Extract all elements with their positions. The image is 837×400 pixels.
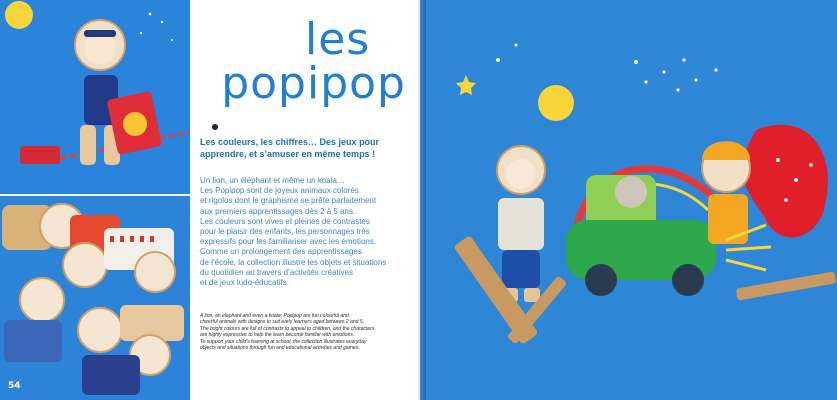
title-line-2: popipop xyxy=(221,58,406,109)
body-text-french xyxy=(200,176,390,288)
right-photo-page xyxy=(426,0,837,400)
body-line: objects and situations through fun and educational activities and games. xyxy=(200,345,360,352)
toy-photo-right xyxy=(426,0,837,400)
body-line: cheerful animals with designs to suit early learners aged between 2 and 5. xyxy=(200,319,364,326)
body-line: pour le plaisir des enfants, les personnages très xyxy=(200,227,370,237)
body-line: expressifs pour les familiariser avec les émotions. xyxy=(200,237,377,247)
body-text-english xyxy=(200,313,400,351)
bullet-dot xyxy=(212,124,218,130)
body-line: du quotidien au travers d’activités créatives xyxy=(200,267,353,277)
yellow-sun-shape xyxy=(5,1,33,29)
body-line: are highly expressive to help the learn become familiar with emotions. xyxy=(200,332,355,339)
body-line: Comme un prolongement des apprentissages xyxy=(200,247,362,257)
yellow-sun-shape xyxy=(538,85,574,121)
body-line: et rigolos dont le graphisme se prête parfaitement xyxy=(200,196,377,206)
left-photo-page xyxy=(0,0,190,400)
title-line-1: les xyxy=(305,14,371,65)
photo-divider xyxy=(0,194,190,196)
body-line: The bright colours are full of contrasts to appeal to children, and the characters xyxy=(200,325,375,332)
body-line: et de jeux ludo-éducatifs. xyxy=(200,278,289,288)
body-line: de l’école, la collection illustre les objets et situations xyxy=(200,257,387,267)
body-line: Un lion, un éléphant et même un koala… xyxy=(200,176,345,185)
page-number: 54 xyxy=(8,381,21,391)
body-line: To support your child’s learning at school, the collection illustrates everyday xyxy=(200,338,367,345)
body-line: A lion, an elephant and even a koala: Popipop are fun colourful and xyxy=(200,313,349,319)
body-line: aux premiers apprentissages dès 2 à 5 ans. xyxy=(200,206,356,216)
body-line: Les couleurs sont vives et pleines de contrastes xyxy=(200,216,370,226)
body-line: Les Popipop sont de joyeux animaux colorés xyxy=(200,186,359,196)
toy-photo-left xyxy=(0,0,190,400)
book-gutter xyxy=(418,0,426,400)
monkey-toy xyxy=(497,146,545,302)
headline: Les couleurs, les chiffres… Des jeux pour apprendre, et s’amuser en même temps ! xyxy=(200,137,380,159)
